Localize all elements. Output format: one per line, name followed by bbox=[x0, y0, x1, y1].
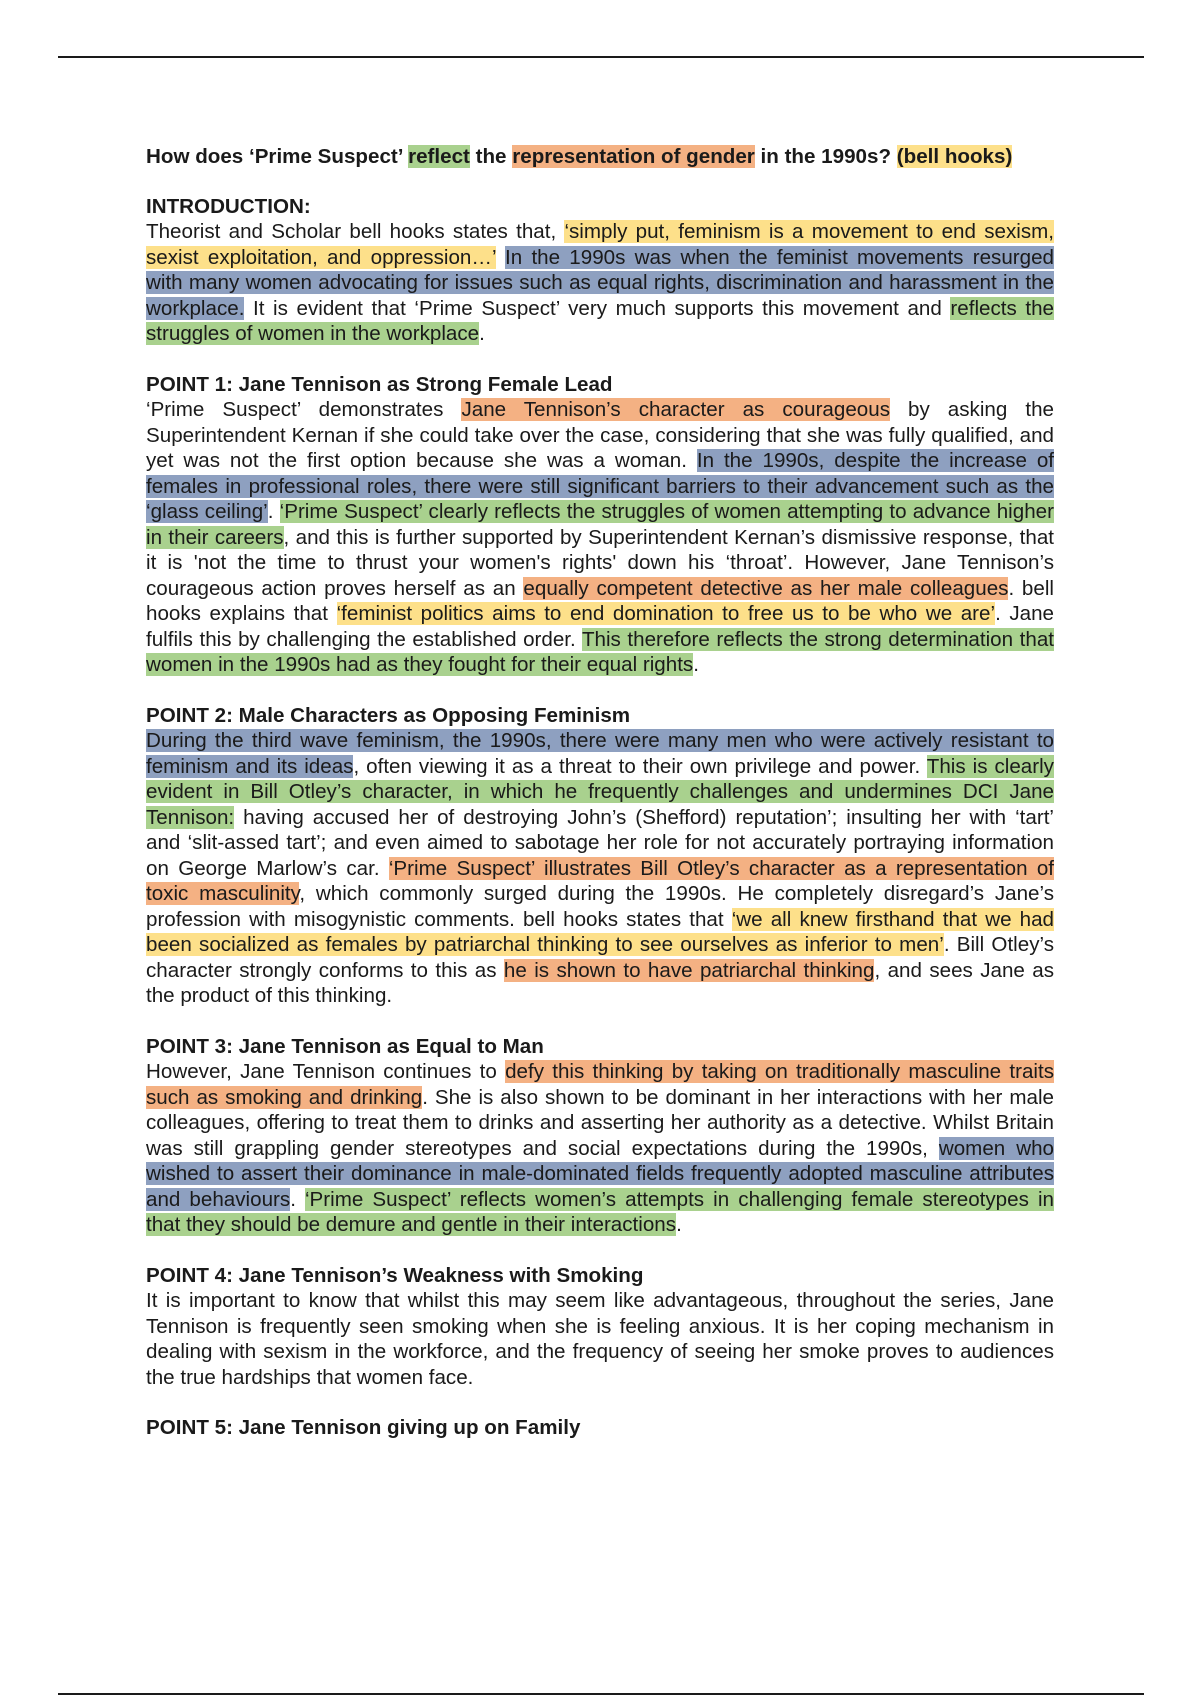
text-run: ‘Prime Suspect’ demonstrates bbox=[146, 398, 462, 421]
section-heading: INTRODUCTION: bbox=[146, 194, 311, 218]
text-run: How does ‘Prime Suspect’ bbox=[146, 145, 409, 168]
section-heading: POINT 2: Male Characters as Opposing Feminism bbox=[146, 703, 631, 727]
text-run bbox=[496, 246, 505, 269]
highlighted-text: ‘feminist politics aims to end domination to free us to be who we are’ bbox=[336, 602, 996, 625]
section-heading: POINT 5: Jane Tennison giving up on Family bbox=[146, 1416, 581, 1439]
text-run: , often viewing it as a threat to their own privilege and power. bbox=[353, 754, 927, 778]
section-paragraph bbox=[146, 1288, 1054, 1390]
text-run: . bbox=[267, 500, 280, 523]
highlighted-text: Jane Tennison’s character as courageous bbox=[461, 398, 890, 421]
top-rule bbox=[58, 56, 1144, 58]
highlighted-text: During the third wave feminism, the 1990s, there were many men who were actively resistant to feminism and its ideas bbox=[146, 729, 1054, 778]
document-body bbox=[146, 144, 1054, 1466]
section-paragraph bbox=[146, 1059, 1054, 1238]
section-point-4 bbox=[146, 1263, 1054, 1391]
text-run: . She is also shown to be dominant in her interactions with her male colleagues, offering to treat them to drinks and asserting her authority as a detective. Whilst Britain was still grappling gender stereotypes and social expectations during the 1990s, bbox=[146, 1085, 1054, 1160]
section-paragraph bbox=[146, 219, 1054, 347]
text-run: Theorist and Scholar bell hooks states that, bbox=[146, 220, 565, 243]
section-point-3 bbox=[146, 1034, 1054, 1238]
text-run: . bbox=[676, 1213, 682, 1236]
text-run: However, Jane Tennison continues to bbox=[146, 1060, 506, 1083]
highlighted-text: ‘simply put, feminism is a movement to end sexism, sexist exploitation, and oppression…’ bbox=[146, 220, 1054, 269]
text-run: , and this is further supported by Superintendent Kernan’s dismissive response, that it is 'not the time to thrust your women's rights' down his ‘throat’. However, Jane Tennison’s courageous action proves herself as an bbox=[146, 525, 1054, 600]
section-introduction bbox=[146, 194, 1054, 347]
text-run: . bbox=[479, 322, 485, 345]
highlighted-text: equally competent detective as her male colleagues bbox=[523, 576, 1009, 600]
highlighted-text: In the 1990s was when the feminist movements resurged with many women advocating for issues such as equal rights, discrimination and harassment in the workplace. bbox=[146, 245, 1054, 320]
text-run: in the 1990s? bbox=[754, 145, 897, 168]
section-point-2 bbox=[146, 703, 1054, 1009]
section-paragraph bbox=[146, 397, 1054, 678]
highlighted-text: In the 1990s, despite the increase of females in professional roles, there were still significant barriers to their advancement such as the ‘glass ceiling’ bbox=[146, 449, 1055, 523]
section-heading: POINT 1: Jane Tennison as Strong Female Lead bbox=[146, 372, 613, 396]
highlighted-text: reflects the struggles of women in the workplace bbox=[146, 296, 1054, 345]
highlighted-text: ‘Prime Suspect’ clearly reflects the struggles of women attempting to advance higher in their careers bbox=[146, 500, 1054, 549]
text-run: having accused her of destroying John’s (Shefford) reputation’; insulting her with ‘tart’ and ‘slit-assed tart’; and even aimed to sabotage her role for not accurately portraying information on George Marlow’s car. bbox=[146, 805, 1054, 880]
text-run: It is important to know that whilst this may seem like advantageous, throughout the series, Jane Tennison is frequently seen smoking when she is feeling anxious. It is her coping mechanism in dealing with sexism in the workforce, and the frequency of seeing her smoke proves to audiences the true hardships that women face. bbox=[146, 1289, 1054, 1389]
highlighted-text: ‘Prime Suspect’ illustrates Bill Otley’s character as a representation of toxic masculinity bbox=[146, 856, 1054, 905]
text-run: . Jane fulfils this by challenging the established order. bbox=[146, 602, 1055, 651]
text-run: . bbox=[290, 1187, 305, 1211]
section-point-1 bbox=[146, 372, 1054, 678]
section-heading: POINT 3: Jane Tennison as Equal to Man bbox=[146, 1034, 544, 1058]
text-run: , which commonly surged during the 1990s. He completely disregard’s Jane’s profession with misogynistic comments. bell hooks states that bbox=[146, 882, 1055, 931]
highlighted-text: This is clearly evident in Bill Otley’s character, in which he frequently challenges and undermines DCI Jane Tennison: bbox=[146, 754, 1054, 829]
text-run: by asking the Superintendent Kernan if she could take over the case, considering that she was fully qualified, and yet was not the first option because she was a woman. bbox=[146, 398, 1054, 472]
section-point-5 bbox=[146, 1415, 1054, 1441]
text-run: It is evident that ‘Prime Suspect’ very much supports this movement and bbox=[244, 296, 951, 320]
highlighted-text: defy this thinking by taking on traditionally masculine traits such as smoking and drinking bbox=[146, 1060, 1054, 1109]
text-run: . bbox=[693, 653, 699, 676]
highlighted-text: ‘we all knew firsthand that we had been socialized as females by patriarchal thinking bbox=[146, 907, 1055, 956]
highlighted-text: to see ourselves as inferior to men’ bbox=[608, 933, 944, 956]
highlighted-text: women who wished to assert their dominance in male-dominated fields frequently adopted masculine attributes and behaviours bbox=[146, 1136, 1054, 1211]
text-run: the bbox=[469, 145, 513, 168]
highlighted-text: This therefore reflects the strong determination that women in the 1990s had as they fought for their equal rights bbox=[146, 627, 1054, 676]
highlighted-text: (bell hooks) bbox=[896, 145, 1013, 168]
text-run: . bell hooks explains that bbox=[146, 576, 1054, 625]
highlighted-text: reflect bbox=[408, 145, 470, 168]
highlighted-text: representation of gender bbox=[512, 145, 755, 168]
document-title bbox=[146, 144, 1054, 170]
highlighted-text: ‘Prime Suspect’ reflects women’s attempts in challenging female stereotypes in that they should be demure and gentle in their interactions bbox=[146, 1187, 1054, 1236]
highlighted-text: he is shown to have patriarchal thinking bbox=[503, 958, 875, 982]
section-heading: POINT 4: Jane Tennison’s Weakness with Smoking bbox=[146, 1263, 644, 1287]
text-run: . Bill Otley’s character strongly conforms to this as bbox=[146, 933, 1054, 982]
section-paragraph bbox=[146, 728, 1054, 1009]
bottom-rule bbox=[58, 1693, 1144, 1695]
text-run: , and sees Jane as the product of this thinking. bbox=[146, 958, 1054, 1007]
